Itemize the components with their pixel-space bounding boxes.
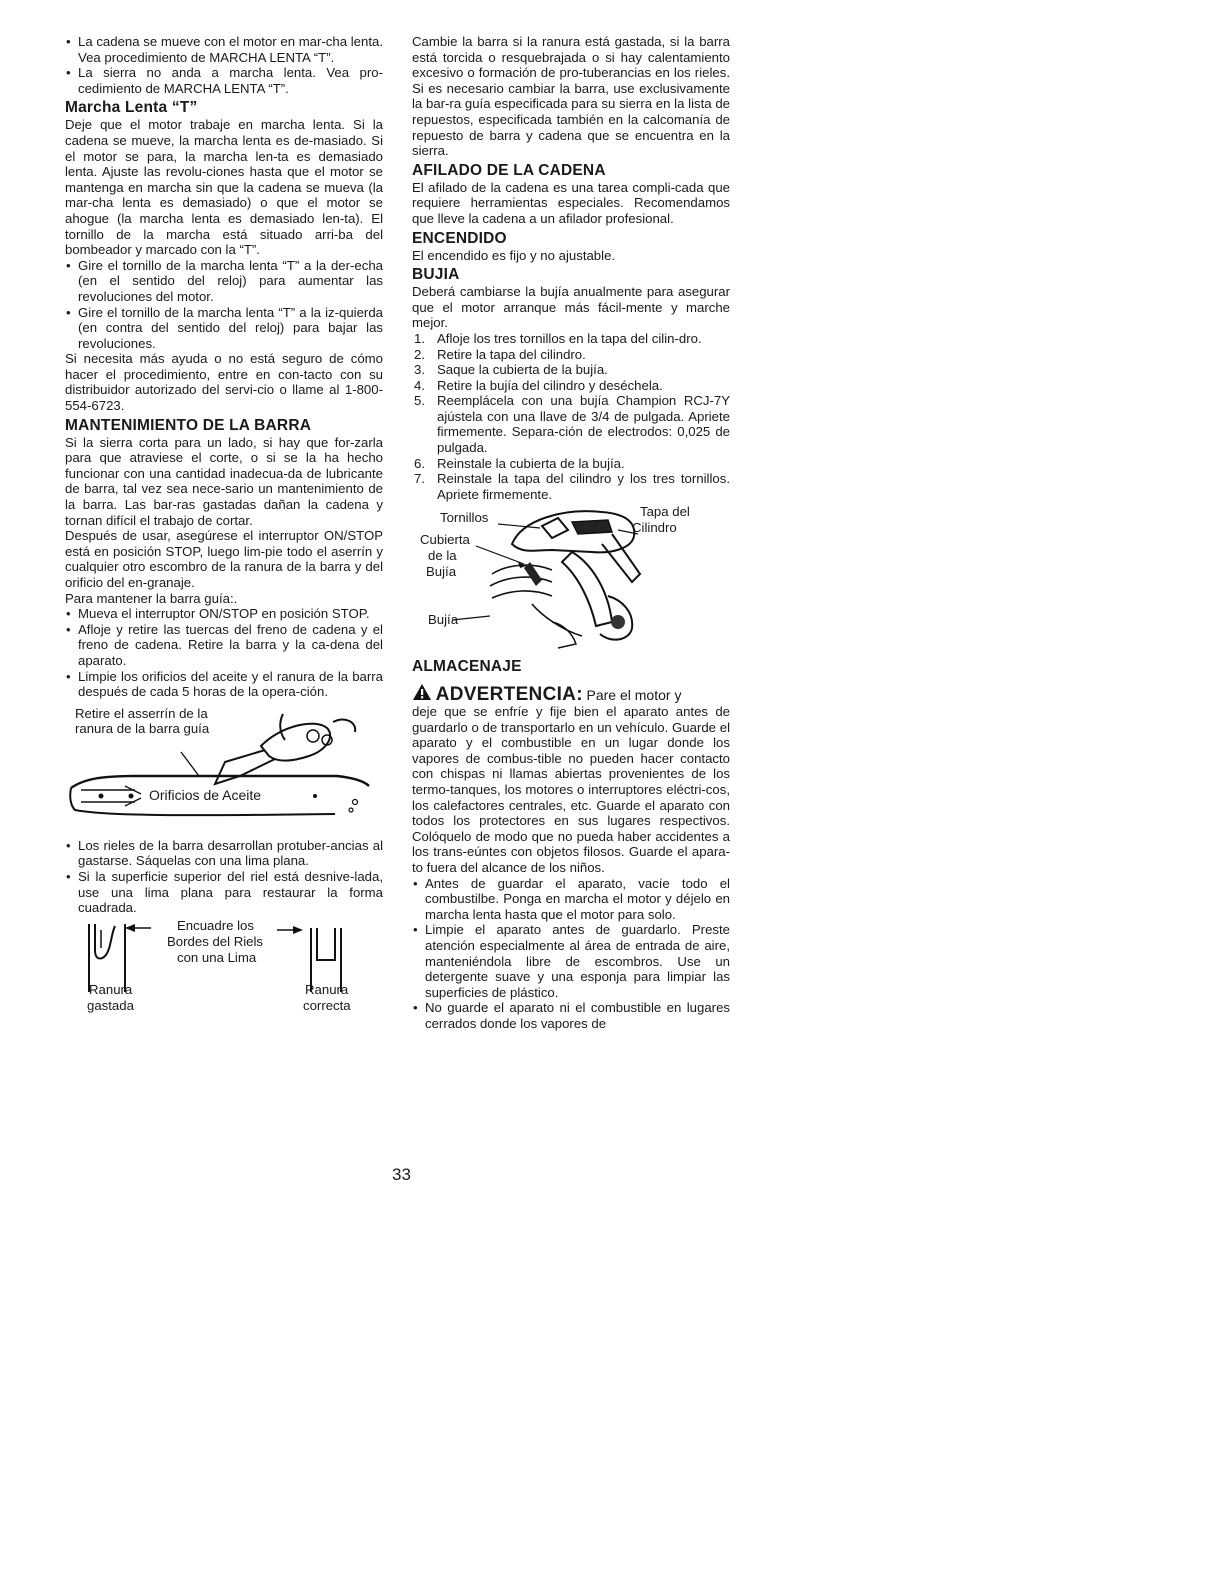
- plug-label-cubierta: Cubierta: [420, 532, 470, 548]
- list-item: 1. Afloje los tres tornillos en la tapa del cilin-dro.: [414, 330, 702, 346]
- list-item: • No guarde el aparato ni el combustible en lugares cerrados donde los vapores de: [412, 1000, 730, 1031]
- list-item: • La cadena se mueve con el motor en mar-cha lenta. Vea procedimiento de MARCHA LENTA “T”.: [65, 34, 383, 65]
- spark-plug-illustration: [412, 504, 730, 654]
- barra-paragraph-2: Después de usar, asegúrese el interruptor ON/STOP está en posición STOP, luego lim-pie todo el aserrín y cualquier otro escombro de la ranura de la barra y del orificio del en-granaje.: [65, 528, 383, 590]
- figure-label-ranura: ranura de la barra guía: [75, 720, 210, 736]
- rail-label-ranura-right: Ranura: [305, 981, 349, 997]
- rail-label-gastada: gastada: [87, 997, 134, 1013]
- heading-almacenaje: ALMACENAJE: [412, 658, 522, 676]
- list-item: 2. Retire la tapa del cilindro.: [414, 346, 586, 362]
- help-paragraph: Si necesita más ayuda o no está seguro de cómo hacer el procedimiento, entre en con-tacto con su distribuidor autorizado del servi-cio o llame al 1-800-554-6723.: [65, 351, 383, 414]
- plug-label-cilindro: Cilindro: [632, 520, 677, 536]
- rail-groove-figure: [65, 917, 383, 1016]
- afilado-paragraph: El afilado de la cadena es una tarea compli-cada que requiere herramientas especiales. Recomendamos que lleve la cadena a un afilador profesional.: [412, 179, 730, 226]
- warning-paragraph: deje que se enfríe y fije bien el aparato antes de guardarlo o de transportarlo en un vehículo. Guarde el aparato y el combustible en un lugar donde los vapores de combus-tible no pueden hacer contacto con chispas ni llamas abiertas provenientes de los termo-tanques, los motores o interruptores eléctri-cos, los calefactores centrales, etc. Guarde el aparato con todos los protectores en sus lugares respectivos. Colóquelo de modo que no pueda haber accidentes a los trans-eúntes con objetos filosos. Guarde el apara-to fuera del alcance de los niños.: [412, 704, 730, 875]
- list-item: • Antes de guardar el aparato, vacíe todo el combustilbe. Ponga en marcha el motor y déjelo en marcha lenta hasta que el motor para solo.: [412, 876, 730, 923]
- figure-label-retire: Retire el asserrín de la: [75, 705, 208, 721]
- warning-tail: Pare el motor y: [586, 687, 682, 704]
- plug-label-bujia-2: Bujía: [428, 612, 459, 628]
- heading-afilado: AFILADO DE LA CADENA: [412, 161, 606, 179]
- marcha-paragraph: Deje que el motor trabaje en marcha lenta. Si la cadena se mueve, la marcha lenta es de-masiado. Si el motor se para, la marcha len-ta es demasiado lenta. Ajuste las revolu-ciones hasta que el motor se mantenga en marcha sin que la cadena se mueva (la mar-cha lenta es demasiado) o que el motor se ahogue (la marcha lenta es demasiado len-ta). El tornillo de la marcha está situado arri-ba del bombeador y marcado con la “T”.: [65, 117, 383, 258]
- list-item: • Gire el tornillo de la marcha lenta “T” a la der-echa (en el sentido del reloj) para aumentar las revoluciones del motor.: [65, 258, 383, 305]
- list-item: • La sierra no anda a marcha lenta. Vea pro-cedimiento de MARCHA LENTA “T”.: [65, 65, 383, 96]
- warning-word: ADVERTENCIA:: [435, 684, 583, 706]
- barra-bullets: [65, 606, 383, 700]
- list-item: 7. Reinstale la tapa del cilindro y los tres tornillos. Apriete firmemente.: [414, 471, 730, 502]
- plug-label-bujia-1: Bujía: [426, 564, 457, 580]
- plug-label-tapa: Tapa del: [640, 504, 690, 520]
- list-item: • Limpie el aparato antes de guardarlo. Preste atención especialmente al área de entrada de aire, manteniéndola libre de escombros. Use un detergente suave y una esponja para limpiar las superficies de plástico.: [412, 922, 730, 1000]
- bujia-paragraph: Deberá cambiarse la bujía anualmente para asegurar que el motor arranque más fácil-mente y marche mejor.: [412, 284, 730, 331]
- heading-marcha-lenta: Marcha Lenta “T”: [65, 99, 198, 117]
- list-item: • Afloje y retire las tuercas del freno de cadena y el freno de cadena. Retire la barra y la ca-dena del aparato.: [65, 622, 383, 669]
- list-item: 5. Reemplácela con una bujía Champion RCJ-7Y ajústela con una llave de 3/4 de pulgada. Apriete firmemente. Separa-ción de electrodos: 0,025 de pulgada.: [414, 393, 730, 456]
- figure-label-orificios: Orificios de Aceite: [149, 786, 262, 803]
- intro-bullets: [65, 34, 383, 96]
- plug-label-tornillos: Tornillos: [440, 510, 489, 526]
- list-item: 6. Reinstale la cubierta de la bujía.: [414, 455, 625, 471]
- barra-paragraph-1: Si la sierra corta para un lado, si hay que for-zarla para que atraviese el corte, o si se la ha hecho funcionar con una cantidad inadecua-da de lubricante de barra, tal vez sea nece-sario un mantenimiento de la barra. Las bar-ras gastadas dañan la cadena y tornan difícil el trabajo de cortar.: [65, 434, 383, 528]
- list-item: • Mueva el interruptor ON/STOP en posición STOP.: [65, 606, 383, 622]
- barra-paragraph-3: Para mantener la barra guía:.: [65, 590, 238, 606]
- list-item: • Limpie los orificios del aceite y el ranura de la barra después de cada 5 horas de la opera-ción.: [65, 669, 383, 700]
- marcha-bullets: [65, 258, 383, 352]
- list-item: • Gire el tornillo de la marcha lenta “T” a la iz-quierda (en contra del sentido del reloj) para bajar las revoluciones.: [65, 305, 383, 352]
- cambie-paragraph: Cambie la barra si la ranura está gastada, si la barra está torcida o resquebrajada o si hay calentamiento excesivo o formación de pro-tuberancias en los rieles. Si es necesario cambiar la barra, use exclusivamente la bar-ra guía especificada para su sierra en la lista de repuestos, especificada también en la calcomanía de repuesto de barra y cadena que se encuentra en la sierra.: [412, 34, 730, 159]
- rieles-bullets: [65, 838, 383, 916]
- warning-triangle-icon: [412, 683, 432, 701]
- almacenaje-bullets: [412, 876, 730, 1032]
- list-item: 3. Saque la cubierta de la bujía.: [414, 362, 608, 378]
- page-number: 33: [392, 1165, 411, 1184]
- list-item: • Si la superficie superior del riel está desnive-lada, use una lima plana para restaurar la forma cuadrada.: [65, 869, 383, 916]
- rail-label-encuadre: Encuadre los: [177, 917, 254, 933]
- heading-bujia: BUJIA: [412, 266, 460, 284]
- bujia-steps: [412, 331, 730, 503]
- warning-line: [412, 683, 730, 704]
- rail-label-correcta: correcta: [303, 997, 351, 1013]
- heading-encendido: ENCENDIDO: [412, 229, 507, 247]
- spark-plug-figure: [412, 504, 730, 654]
- right-column: [412, 34, 730, 1032]
- list-item: 4. Retire la bujía del cilindro y deséchela.: [414, 377, 663, 393]
- plug-label-de-la: de la: [428, 548, 457, 564]
- heading-mantenimiento-barra: MANTENIMIENTO DE LA BARRA: [65, 416, 312, 434]
- rail-label-lima: con una Lima: [177, 949, 257, 965]
- rail-label-bordes: Bordes del Riels: [167, 933, 264, 949]
- left-column: [65, 34, 383, 1016]
- guide-bar-figure: [65, 706, 383, 838]
- list-item: • Los rieles de la barra desarrollan protuber-ancias al gastarse. Sáquelas con una lima plana.: [65, 838, 383, 869]
- encendido-paragraph: El encendido es fijo y no ajustable.: [412, 247, 616, 263]
- rail-label-ranura-left: Ranura: [89, 981, 133, 997]
